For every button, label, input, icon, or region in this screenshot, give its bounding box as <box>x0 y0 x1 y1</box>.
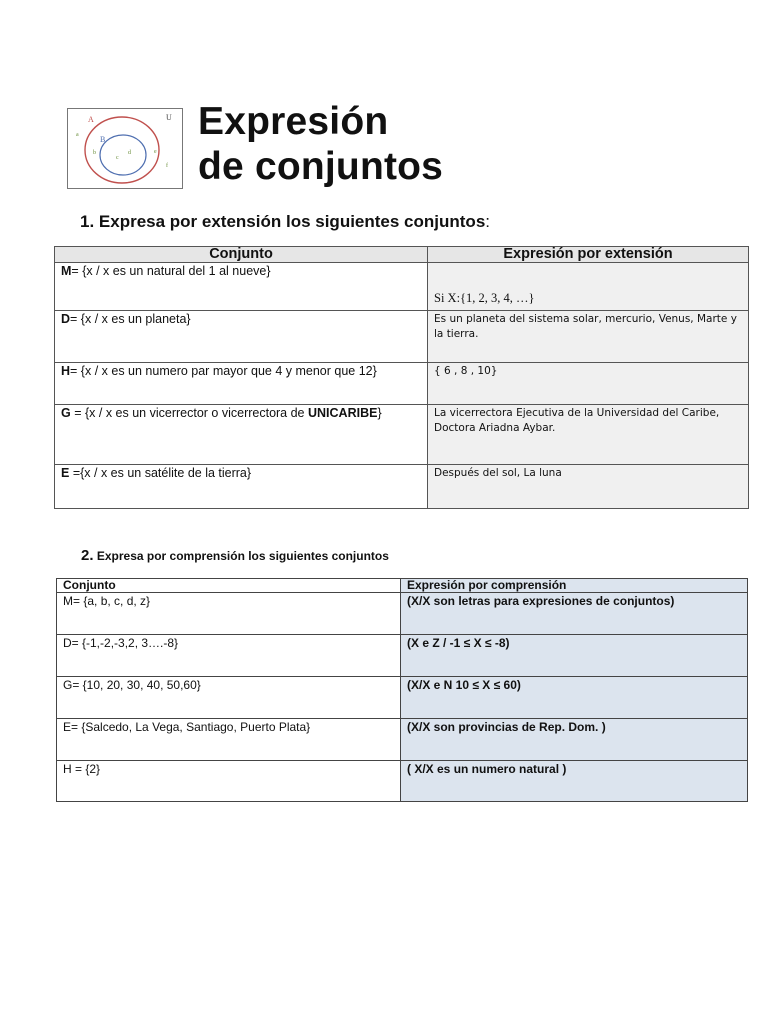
section2-heading <box>81 547 389 565</box>
set-cell <box>55 405 428 465</box>
table-row <box>55 311 749 363</box>
table-row <box>55 465 749 509</box>
set-definition: = {x / x es un vicerrector o vicerrectora de <box>70 406 308 420</box>
comprehension-table <box>56 578 748 802</box>
answer-cell: (X e Z / -1 ≤ X ≤ -8) <box>401 635 748 677</box>
answer-cell <box>428 263 749 311</box>
answer-cell: { 6 , 8 , 10} <box>428 363 749 405</box>
set-cell <box>55 311 428 363</box>
set-cell: E= {Salcedo, La Vega, Santiago, Puerto Plata} <box>57 719 401 761</box>
set-cell: G= {10, 20, 30, 40, 50,60} <box>57 677 401 719</box>
section1-heading <box>80 212 490 232</box>
answer-cell: ( X/X es un numero natural ) <box>401 761 748 802</box>
set-definition: = {x / x es un numero par mayor que 4 y menor que 12} <box>70 364 377 378</box>
venn-label-B: B <box>100 135 106 144</box>
set-letter: E <box>61 466 70 480</box>
table-row <box>55 405 749 465</box>
answer-cell: Es un planeta del sistema solar, mercurio, Venus, Marte y la tierra. <box>428 311 749 363</box>
set-cell: M= {a, b, c, d, z} <box>57 593 401 635</box>
set-cell: H = {2} <box>57 761 401 802</box>
table-row <box>57 635 748 677</box>
venn-diagram-image <box>67 108 183 189</box>
venn-element-d: d <box>128 150 131 156</box>
section2-heading-number: 2. <box>81 547 94 564</box>
table-row <box>55 363 749 405</box>
venn-element-c: c <box>116 155 119 161</box>
extension-table <box>54 246 749 509</box>
set-definition: ={x / x es un satélite de la tierra} <box>69 466 252 480</box>
table-row <box>57 761 748 802</box>
venn-element-b: b <box>93 150 96 156</box>
set-bold-name: UNICARIBE <box>307 406 378 420</box>
table-row <box>57 593 748 635</box>
set-letter: M <box>61 264 72 278</box>
header-expresion-comprension: Expresión por comprensión <box>401 579 748 593</box>
venn-element-f: f <box>166 163 168 169</box>
set-cell <box>55 263 428 311</box>
set-letter: G <box>61 406 71 420</box>
answer-text: Si X:{1, 2, 3, 4, …} <box>434 291 535 305</box>
page-title <box>198 99 443 189</box>
answer-cell: (X/X e N 10 ≤ X ≤ 60) <box>401 677 748 719</box>
section1-heading-text: 1. Expresa por extensión los siguientes conjuntos <box>80 212 486 231</box>
set-definition: = {x / x es un planeta} <box>70 312 191 326</box>
section2-heading-text: Expresa por comprensión los siguientes conjuntos <box>93 549 389 563</box>
set-cell <box>55 363 428 405</box>
answer-cell: La vicerrectora Ejecutiva de la Universidad del Caribe, Doctora Ariadna Aybar. <box>428 405 749 465</box>
header-conjunto: Conjunto <box>55 247 428 263</box>
comprehension-table-header <box>57 579 748 593</box>
page-title-line1: Expresión <box>198 100 389 143</box>
venn-element-e: e <box>154 149 157 155</box>
set-letter: H <box>61 364 71 378</box>
extension-table-header <box>55 247 749 263</box>
header-conjunto: Conjunto <box>57 579 401 593</box>
set-cell <box>55 465 428 509</box>
set-definition: = {x / x es un natural del 1 al nueve} <box>71 264 271 278</box>
set-cell: D= {-1,-2,-3,2, 3….-8} <box>57 635 401 677</box>
section1-heading-colon: : <box>485 212 491 231</box>
venn-label-A: A <box>88 115 94 124</box>
venn-element-a: a <box>76 132 79 138</box>
answer-cell: (X/X son letras para expresiones de conjuntos) <box>401 593 748 635</box>
table-row <box>57 719 748 761</box>
set-letter: D <box>61 312 71 326</box>
header-expresion-extension: Expresión por extensión <box>428 247 749 263</box>
table-row <box>57 677 748 719</box>
page-title-line2: de conjuntos <box>198 145 444 188</box>
table-row <box>55 263 749 311</box>
answer-cell: Después del sol, La luna <box>428 465 749 509</box>
venn-label-U: U <box>166 113 172 122</box>
answer-cell: (X/X son provincias de Rep. Dom. ) <box>401 719 748 761</box>
set-definition-end: } <box>377 406 382 420</box>
